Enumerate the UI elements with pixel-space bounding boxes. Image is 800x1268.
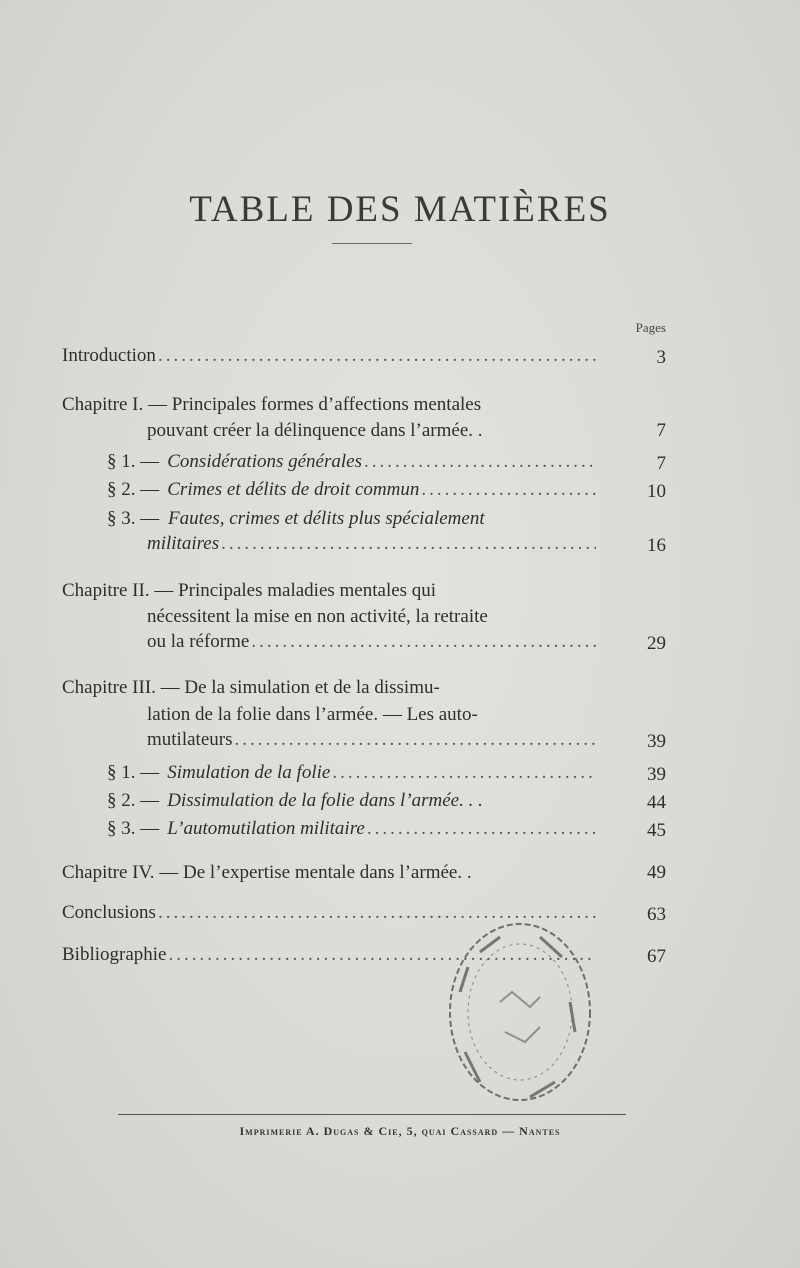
section-number: § 1. — [107,762,160,783]
section-number: § 3. — [107,818,160,839]
toc-page-number: 63 [647,904,666,925]
section-title: Considérations générales [167,451,362,472]
leader-dots [364,451,596,473]
toc-page-number: 3 [656,347,666,368]
toc-chapter-2-line-2: nécessitent la mise en non activité, la retraite [147,606,488,627]
section-number: § 2. — [107,790,160,811]
toc-page-number: 29 [647,633,666,654]
leader-dots [158,345,596,367]
leader-dots [221,533,596,555]
toc-page-number: 44 [647,792,666,813]
pages-column-label: Pages [635,320,666,335]
library-stamp [440,912,600,1112]
toc-label: ou la réforme [147,631,250,652]
section-title: L’automutilation militaire [167,818,365,839]
toc-chapter-3-line-1: Chapitre III. — De la simulation et de la dissimu- [62,677,440,698]
toc-page-number: 10 [647,481,666,502]
toc-entry-introduction [62,345,602,371]
toc-page-number: 16 [647,535,666,556]
toc-label: Introduction [62,345,156,366]
title-divider [332,243,412,244]
toc-section-3-2 [107,790,602,816]
toc-chapter-2-line-3 [147,631,602,657]
section-title: Fautes, crimes et délits plus spécialement [168,508,485,529]
page-title: TABLE DES MATIÈRES [189,189,611,230]
toc-page-number: 39 [647,764,666,785]
toc-chapter-1-line-1: Chapitre I. — Principales formes d’affections mentales [62,394,482,415]
toc-section-1-3-line-2 [147,533,602,559]
leader-dots [251,631,596,653]
section-number: § 1. — [107,451,160,472]
toc-label: Bibliographie [62,944,167,965]
toc-chapter-4: Chapitre IV. — De l’expertise mentale dans l’armée. . [62,862,472,883]
toc-section-1-1 [107,451,602,477]
toc-section-3-3 [107,818,602,844]
toc-page-number: 45 [647,820,666,841]
section-title-continued: militaires [147,533,220,554]
leader-dots [332,762,596,784]
section-title: Crimes et délits de droit commun [167,479,420,500]
leader-dots [367,818,596,840]
toc-label: mutilateurs [147,729,233,750]
footer-divider [118,1114,626,1115]
toc-chapter-3-line-3 [147,729,602,755]
section-number: § 2. — [107,479,160,500]
toc-page-number: 39 [647,731,666,752]
toc-section-1-2 [107,479,602,505]
section-title: Simulation de la folie [167,762,331,783]
toc-chapter-1-line-2: pouvant créer la délinquence dans l’armée. . [147,420,483,441]
toc-section-1-3-line-1 [107,506,485,532]
leader-dots [421,479,596,501]
toc-label: Conclusions [62,902,156,923]
toc-page-number: 67 [647,946,666,967]
toc-chapter-3-line-2: lation de la folie dans l’armée. — Les auto- [147,704,478,725]
leader-dots [234,729,596,751]
section-number: § 3. — [107,508,160,529]
toc-page-number: 7 [656,453,666,474]
toc-page-number: 49 [647,862,666,883]
section-title: Dissimulation de la folie dans l’armée. . . [167,790,483,811]
toc-section-3-1 [107,762,602,788]
printer-imprint: Imprimerie A. Dugas & Cie, 5, quai Cassard — Nantes [239,1124,561,1138]
toc-page-number: 7 [656,420,666,441]
toc-chapter-2-line-1: Chapitre II. — Principales maladies mentales qui [62,580,437,601]
